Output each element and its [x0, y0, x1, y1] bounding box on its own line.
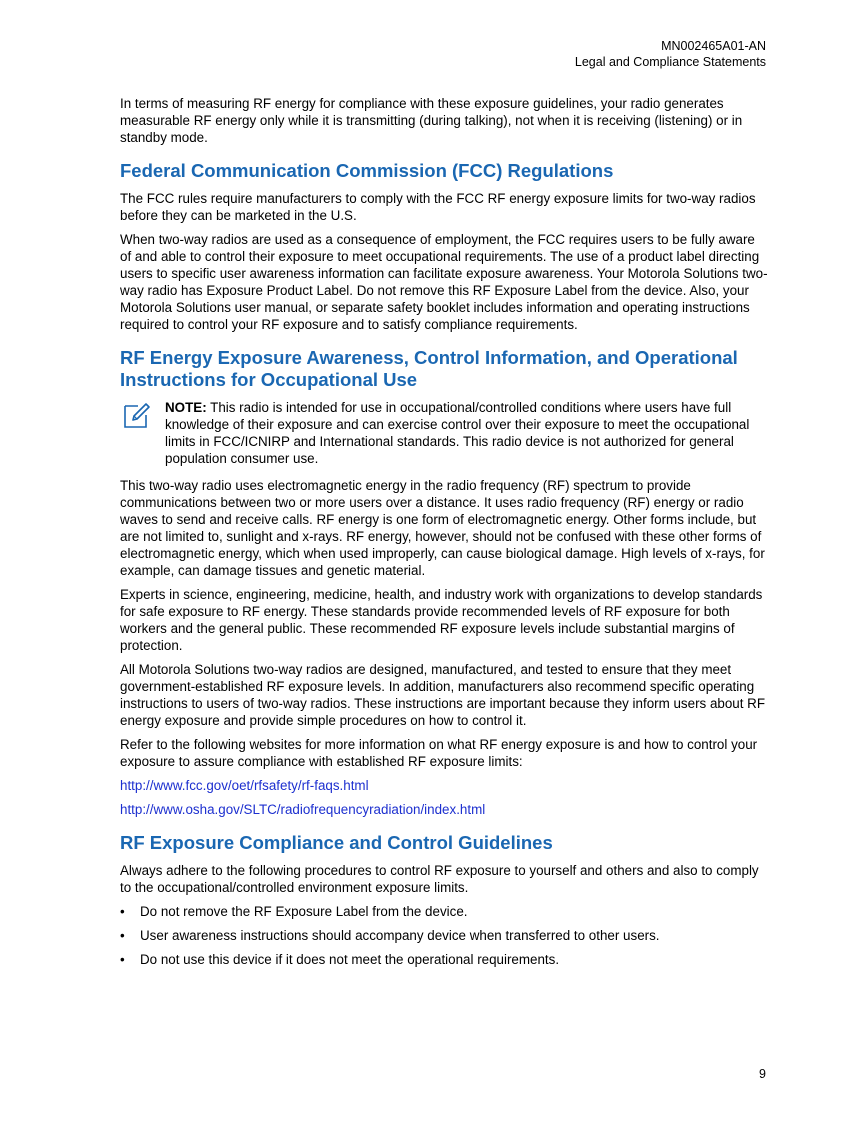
- intro-paragraph: In terms of measuring RF energy for compliance with these exposure guidelines, your radio generates measurable RF energy only while it is transmitting (during talking), not when it is receiving (listening) or in standby mode.: [120, 96, 743, 145]
- note-box: [120, 399, 768, 467]
- awareness-paragraph-1: This two-way radio uses electromagnetic energy in the radio frequency (RF) spectrum to provide communications between two or more users over a distance. It uses radio frequency (RF) energy or radio waves to send and receive calls. RF energy is one form of electromagnetic energy. Other forms include, but are not limited to, sunlight and x-rays. RF energy, however, should not be confused with these other forms of electromagnetic energy, which when used improperly, can cause biological damage. High levels of x-rays, for example, can damage tissues and genetic material.: [120, 478, 765, 578]
- awareness-paragraph-4: Refer to the following websites for more information on what RF energy exposure is and how to control your exposure to assure compliance with established RF exposure limits:: [120, 737, 758, 769]
- note-pencil-icon: [122, 400, 152, 430]
- bullet: •: [120, 952, 125, 967]
- guidelines-list: [120, 903, 768, 968]
- fcc-heading: Federal Communication Commission (FCC) Regulations: [120, 160, 614, 181]
- bullet: •: [120, 904, 125, 919]
- list-item: • Do not remove the RF Exposure Label from the device.: [120, 904, 468, 919]
- fcc-paragraph-1: The FCC rules require manufacturers to comply with the FCC RF energy exposure limits for two-way radios before they can be marketed in the U.S.: [120, 191, 756, 223]
- doc-number: MN002465A01-AN: [661, 39, 766, 53]
- guidelines-heading: RF Exposure Compliance and Control Guidelines: [120, 832, 553, 853]
- awareness-paragraph-3: All Motorola Solutions two-way radios are designed, manufactured, and tested to ensure that they meet government-established RF exposure levels. In addition, manufacturers also recommend specific operating instructions to users of two-way radios. These instructions are important because they inform users about RF energy exposure and provide simple procedures on how to control it.: [120, 662, 766, 728]
- bullet: •: [120, 928, 125, 943]
- note-body: This radio is intended for use in occupational/controlled conditions where users have full knowledge of their exposure and can exercise control over their exposure to meet the occupational limits in FCC/ICNIRP and International standards. This radio device is not authorized for general population consumer use.: [165, 400, 750, 466]
- fcc-paragraph-2: When two-way radios are used as a consequence of employment, the FCC requires users to be fully aware of and able to control their exposure to meet occupational requirements. The use of a product label directing users to specific user awareness information can facilitate exposure awareness. Your Motorola Solutions two-way radio has Exposure Product Label. Do not remove this RF Exposure Label from the device. Also, your Motorola Solutions user manual, or separate safety booklet includes information and operating instructions required to control your RF exposure and to satisfy compliance requirements.: [120, 232, 768, 332]
- note-label: NOTE:: [165, 400, 207, 415]
- awareness-paragraph-2: Experts in science, engineering, medicine, health, and industry work with organizations to develop standards for safe exposure to RF energy. These standards provide recommended levels of RF exposure for both workers and the general public. These recommended RF exposure levels include substantial margins of protection.: [120, 587, 763, 653]
- awareness-heading: RF Energy Exposure Awareness, Control Information, and Operational Instructions for Occupational Use: [120, 347, 738, 390]
- list-item: • User awareness instructions should accompany device when transferred to other users.: [120, 928, 660, 943]
- guidelines-paragraph: Always adhere to the following procedures to control RF exposure to yourself and others and also to comply to the occupational/controlled environment exposure limits.: [120, 863, 759, 895]
- osha-link[interactable]: http://www.osha.gov/SLTC/radiofrequencyradiation/index.html: [120, 802, 486, 817]
- note-text: [165, 399, 768, 467]
- section-title: Legal and Compliance Statements: [574, 55, 766, 69]
- fcc-link[interactable]: http://www.fcc.gov/oet/rfsafety/rf-faqs.html: [120, 778, 369, 793]
- list-item: • Do not use this device if it does not meet the operational requirements.: [120, 952, 560, 967]
- page-number: 9: [759, 1067, 766, 1081]
- page-header: [575, 38, 766, 70]
- page-content: [120, 95, 768, 975]
